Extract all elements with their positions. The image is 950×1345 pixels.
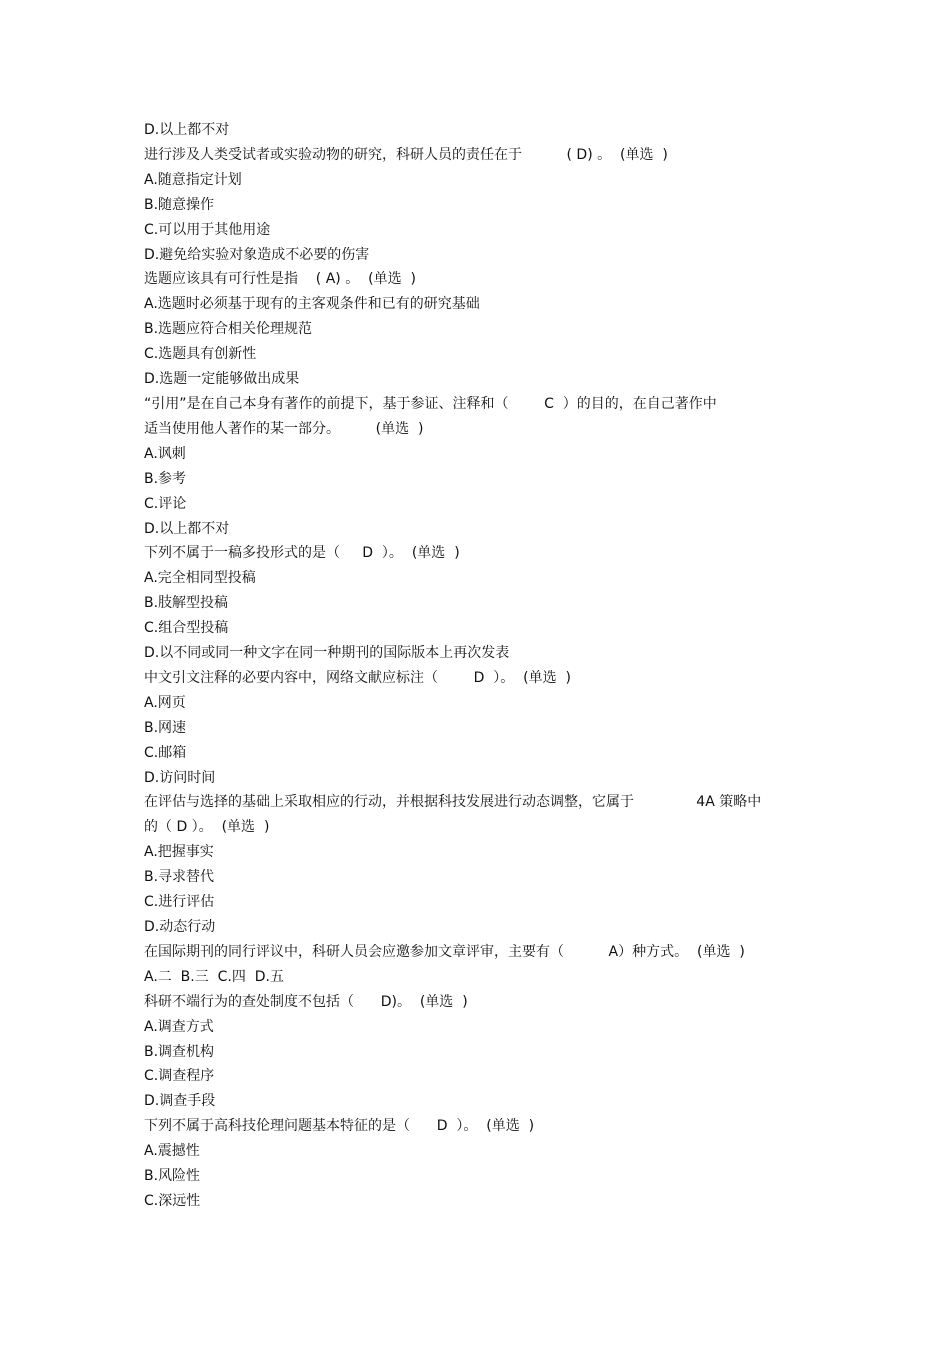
option-text: B.选题应符合相关伦理规范 [144,321,313,338]
option-text: D.避免给实验对象造成不必要的伤害 [144,246,370,263]
question-text: “引用”是在自己本身有著作的前提下，基于参证、注释和（ C ）的目的，在自己著作中 [144,395,717,412]
question-text: 中文引文注释的必要内容中，网络文献应标注（ D ）。 (单选 ) [144,669,572,686]
option-text: C.可以用于其他用途 [144,221,271,238]
option-text: D.动态行动 [144,919,216,935]
question-text: 选题应该具有可行性是指 ( A) 。 (单选 ) [144,271,416,288]
question-list [144,118,824,1214]
option-text: B.参考 [144,470,187,487]
option-text: B.寻求替代 [144,869,215,886]
question-text: 适当使用他人著作的某一部分。 (单选 ) [144,420,424,437]
option-text: B.肢解型投稿 [144,595,229,612]
option-text: D.以上都不对 [144,520,230,537]
option-text: A.把握事实 [144,844,214,861]
option-text: A.二 B.三 C.四 D.五 [144,968,284,985]
option-text: B.调查机构 [144,1043,215,1060]
option-text: A.完全相同型投稿 [144,570,256,587]
text-line: D.以上都不对 [144,122,230,138]
option-text: B.随意操作 [144,196,215,213]
option-text: D.以不同或同一种文字在同一种期刊的国际版本上再次发表 [144,645,510,662]
option-text: D.访问时间 [144,769,216,786]
option-text: D.选题一定能够做出成果 [144,371,300,388]
question-text: 的（ D ）。 (单选 ) [144,819,270,836]
question-text: 下列不属于一稿多投形式的是（ D ）。 (单选 ) [144,545,460,562]
option-text: C.进行评估 [144,894,215,911]
option-text: C.选题具有创新性 [144,346,257,363]
option-text: A.随意指定计划 [144,171,242,188]
option-text: C.调查程序 [144,1068,215,1085]
option-text: A.选题时必须基于现有的主客观条件和已有的研究基础 [144,296,480,313]
option-text: C.组合型投稿 [144,620,229,637]
question-text: 科研不端行为的查处制度不包括（ D)。 (单选 ) [144,993,468,1010]
option-text: B.网速 [144,719,187,736]
option-text: A.讽刺 [144,445,186,462]
option-text: A.震撼性 [144,1143,200,1160]
question-text: 在国际期刊的同行评议中，科研人员会应邀参加文章评审，主要有（ A）种方式。 (单选 ) [144,943,745,960]
option-text: A.网页 [144,694,186,711]
question-text: 在评估与选择的基础上采取相应的行动，并根据科技发展进行动态调整，它属于 4A 策略中 [144,794,762,811]
option-text: C.邮箱 [144,744,187,761]
option-text: A.调查方式 [144,1018,214,1035]
option-text: C.评论 [144,495,187,512]
question-text: 下列不属于高科技伦理问题基本特征的是（ D ）。 (单选 ) [144,1118,535,1135]
option-text: B.风险性 [144,1168,201,1185]
question-text: 进行涉及人类受试者或实验动物的研究，科研人员的责任在于 ( D) 。 (单选 ) [144,146,668,163]
option-text: D.调查手段 [144,1093,216,1110]
option-text: C.深远性 [144,1192,201,1209]
